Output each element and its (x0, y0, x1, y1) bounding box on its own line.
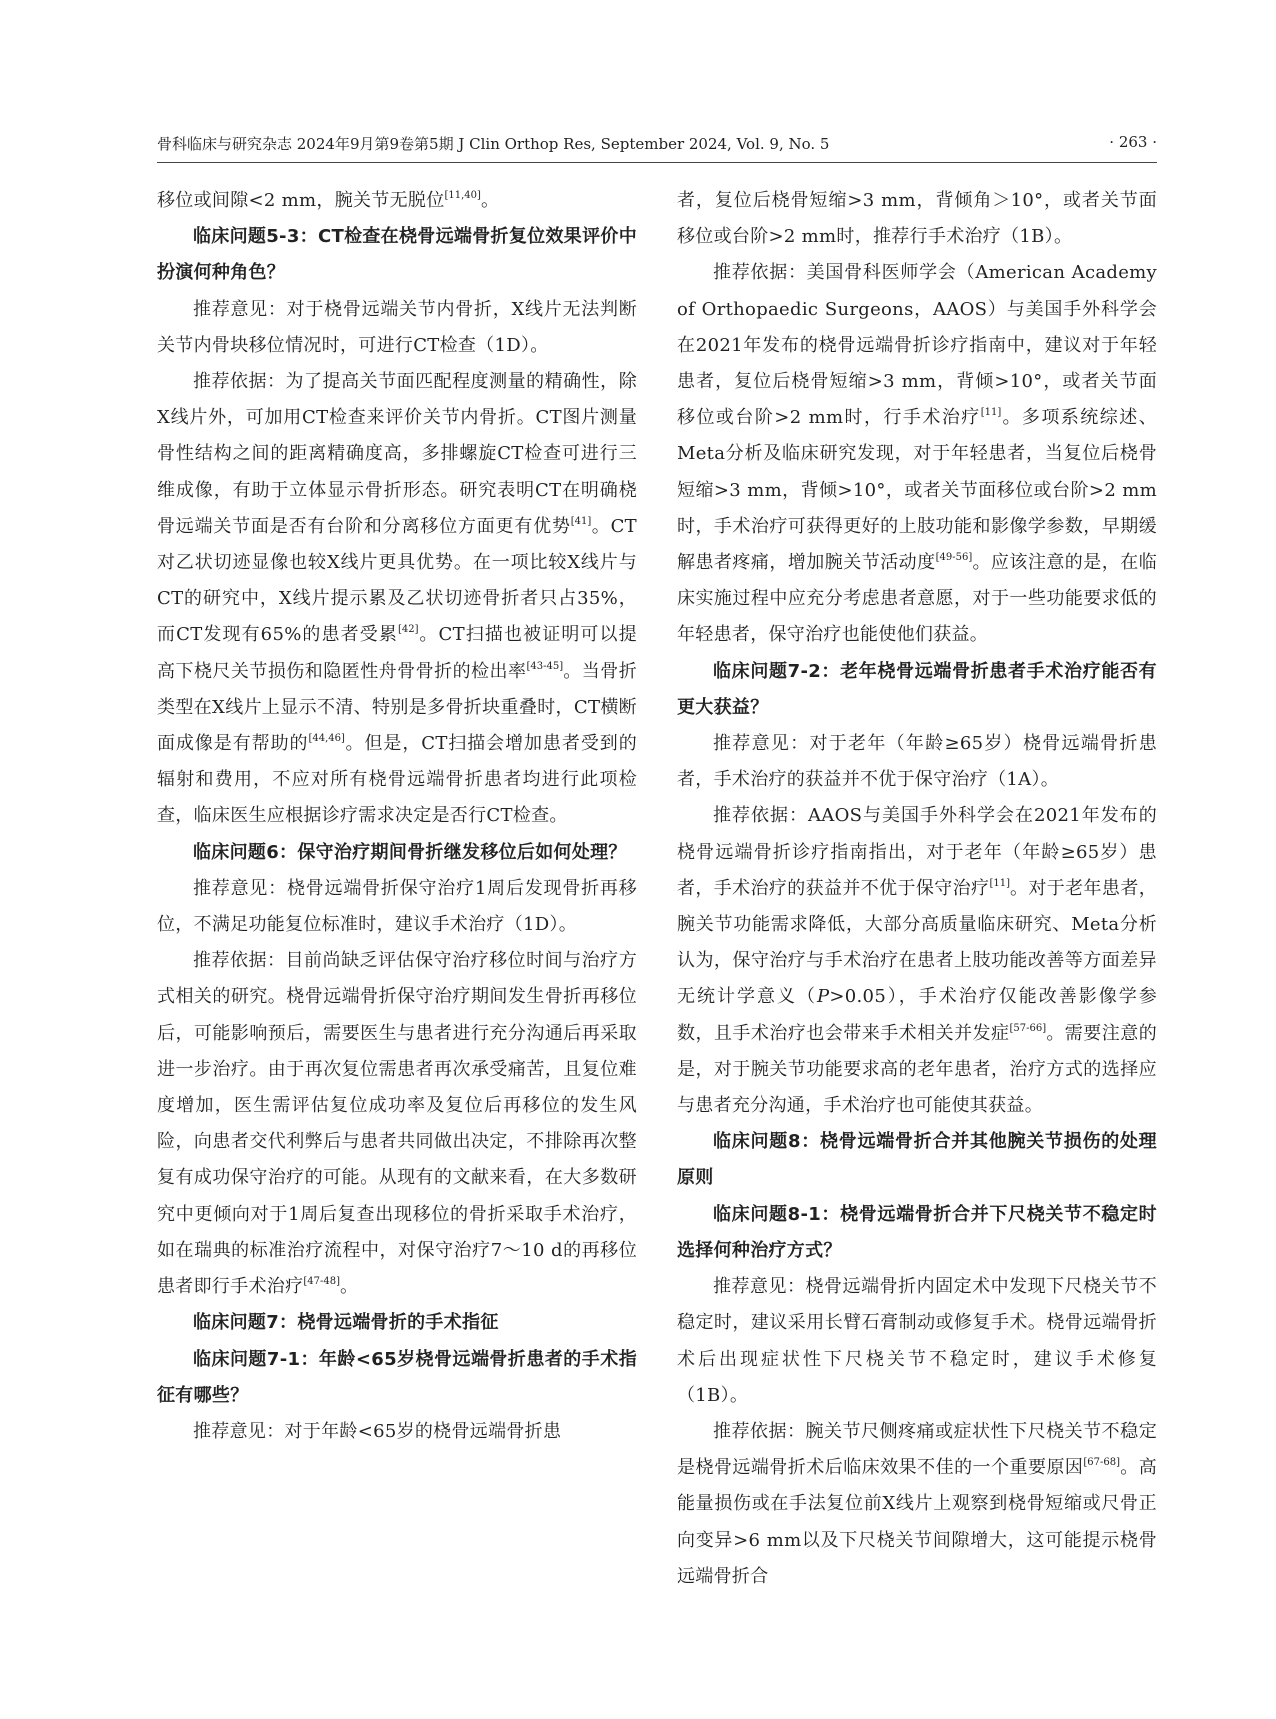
citation: [47-48] (303, 1276, 341, 1288)
citation: [11,40] (444, 190, 481, 201)
citation: [43-45] (526, 660, 564, 672)
citation: [67-68] (1083, 1457, 1121, 1469)
rationale: 推荐依据：AAOS与美国手外科学会在2021年发布的桡骨远端骨折诊疗指南指出，对于老年（年龄≥65岁）患者，手术治疗的获益并不优于保守治疗[11]。对于老年患者，腕关节功能需求降低，大部分高质量临床研究、Meta分析认为，保守治疗与手术治疗在患者上肢功能改善等方面差异无统计学意义（P>0.05），手术治疗仅能改善影像学参数，且手术治疗也会带来手术相关并发症[57-66]。需要注意的是，对于腕关节功能要求高的老年患者，治疗方式的选择应与患者充分沟通，手术治疗也可能使其获益。 (677, 805, 1157, 1117)
citation: [11] (989, 877, 1010, 889)
citation: [11] (980, 407, 1002, 419)
recommendation: 者，复位后桡骨短缩>3 mm，背倾角＞10°，或者关节面移位或台阶>2 mm时，推荐行手术治疗（1B）。 (677, 190, 1157, 248)
recommendation: 推荐意见：对于老年（年龄≥65岁）桡骨远端骨折患者，手术治疗的获益并不优于保守治疗（1A）。 (677, 733, 1157, 791)
paragraph: 移位或间隙<2 mm，腕关节无脱位[11,40]。 (157, 190, 500, 211)
recommendation: 推荐意见：对于桡骨远端关节内骨折，X线片无法判断关节内骨块移位情况时，可进行CT检查（1D）。 (157, 298, 637, 356)
p-value-symbol: P (816, 986, 830, 1008)
section-heading: 临床问题8：桡骨远端骨折合并其他腕关节损伤的处理原则 (677, 1131, 1157, 1189)
header-rule (157, 162, 1157, 163)
section-heading: 临床问题8-1：桡骨远端骨折合并下尺桡关节不稳定时选择何种治疗方式？ (677, 1203, 1157, 1261)
recommendation: 推荐意见：对于年龄<65岁的桡骨远端骨折患 (193, 1420, 562, 1442)
rationale: 推荐依据：美国骨科医师学会（American Academy of Orthopaedic Surgeons，AAOS）与美国手外科学会在2021年发布的桡骨远端骨折诊疗指南中，建议对于年轻患者，复位后桡骨短缩>3 mm，背倾>10°，或者关节面移位或台阶>2 mm时，行手术治疗[11]。多项系统综述、Meta分析及临床研究发现，对于年轻患者，当复位后桡骨短缩>3 mm，背倾>10°，或者关节面移位或台阶>2 mm时，手术治疗可获得更好的上肢功能和影像学参数，早期缓解患者疼痛，增加腕关节活动度[49-56]。应该注意的是，在临床实施过程中应充分考虑患者意愿，对于一些功能要求低的年轻患者，保守治疗也能使他们获益。 (677, 262, 1157, 646)
section-heading: 临床问题7-2：老年桡骨远端骨折患者手术治疗能否有更大获益？ (677, 660, 1157, 718)
left-column (157, 183, 637, 1663)
section-heading: 临床问题7-1：年龄<65岁桡骨远端骨折患者的手术指征有哪些？ (157, 1348, 637, 1406)
recommendation: 推荐意见：桡骨远端骨折保守治疗1周后发现骨折再移位，不满足功能复位标准时，建议手术治疗（1D）。 (157, 877, 637, 936)
citation: [42] (398, 624, 419, 636)
citation: [41] (570, 515, 592, 527)
citation: [57-66] (1009, 1022, 1047, 1034)
running-header (157, 133, 1157, 163)
section-heading: 临床问题6：保守治疗期间骨折继发移位后如何处理？ (193, 841, 627, 863)
rationale: 推荐依据：目前尚缺乏评估保守治疗移位时间与治疗方式相关的研究。桡骨远端骨折保守治疗期间发生骨折再移位后，可能影响预后，需要医生与患者进行充分沟通后再采取进一步治疗。由于再次复位需患者再次承受痛苦，且复位难度增加，医生需评估复位成功率及复位后再移位的发生风险，向患者交代利弊后与患者共同做出决定，不排除再次整复有成功保守治疗的可能。从现有的文献来看，在大多数研究中更倾向对于1周后复查出现移位的骨折采取手术治疗，如在瑞典的标准治疗流程中，对保守治疗7～10 d的再移位患者即行手术治疗[47-48]。 (157, 950, 637, 1298)
page-number: · 263 · (1109, 133, 1157, 151)
rationale: 推荐依据：腕关节尺侧疼痛或症状性下尺桡关节不稳定是桡骨远端骨折术后临床效果不佳的一个重要原因[67-68]。高能量损伤或在手法复位前X线片上观察到桡骨短缩或尺骨正向变异>6 mm以及下尺桡关节间隙增大，这可能提示桡骨远端骨折合 (677, 1420, 1157, 1587)
citation: [49-56] (935, 552, 973, 564)
rationale: 推荐依据：为了提高关节面匹配程度测量的精确性，除X线片外，可加用CT检查来评价关节内骨折。CT图片测量骨性结构之间的距离精确度高，多排螺旋CT检查可进行三维成像，有助于立体显示骨折形态。研究表明CT在明确桡骨远端关节面是否有台阶和分离移位方面更有优势[41]。CT对乙状切迹显像也较X线片更具优势。在一项比较X线片与CT的研究中，X线片提示累及乙状切迹骨折者只占35%，而CT发现有65%的患者受累[42]。CT扫描也被证明可以提高下桡尺关节损伤和隐匿性舟骨骨折的检出率[43-45]。当骨折类型在X线片上显示不清、特别是多骨折块重叠时，CT横断面成像是有帮助的[44,46]。但是，CT扫描会增加患者受到的辐射和费用，不应对所有桡骨远端骨折患者均进行此项检查，临床医生应根据诊疗需求决定是否行CT检查。 (157, 371, 637, 827)
right-column (677, 183, 1157, 1663)
citation: [44,46] (308, 733, 345, 745)
section-heading: 临床问题7：桡骨远端骨折的手术指征 (193, 1312, 499, 1334)
journal-citation: 骨科临床与研究杂志 2024年9月第9卷第5期 J Clin Orthop Res, September 2024, Vol. 9, No. 5 (157, 135, 830, 153)
section-heading: 临床问题5-3：CT检查在桡骨远端骨折复位效果评价中扮演何种角色？ (157, 226, 637, 284)
recommendation: 推荐意见：桡骨远端骨折内固定术中发现下尺桡关节不稳定时，建议采用长臂石膏制动或修复手术。桡骨远端骨折术后出现症状性下尺桡关节不稳定时，建议手术修复（1B）。 (677, 1276, 1157, 1406)
